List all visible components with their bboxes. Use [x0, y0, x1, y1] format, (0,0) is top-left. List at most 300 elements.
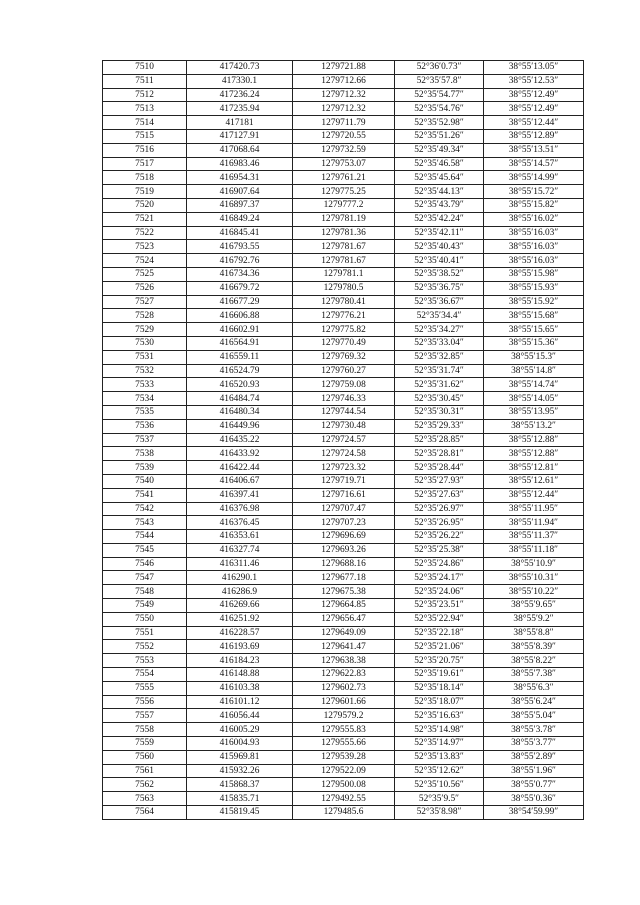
table-row	[103, 336, 584, 350]
latitude-cell: 52°35′46.58″	[395, 157, 484, 171]
longitude-cell: 38°55′2.89″	[484, 750, 584, 764]
y-coordinate-cell: 1279775.82	[293, 323, 395, 337]
longitude-cell: 38°55′12.61″	[484, 474, 584, 488]
latitude-cell: 52°35′27.93″	[395, 474, 484, 488]
longitude-cell: 38°55′15.82″	[484, 198, 584, 212]
y-coordinate-cell: 1279775.25	[293, 185, 395, 199]
table-row	[103, 626, 584, 640]
y-coordinate-cell: 1279746.33	[293, 392, 395, 406]
longitude-cell: 38°55′3.77″	[484, 737, 584, 751]
latitude-cell: 52°35′18.07″	[395, 695, 484, 709]
x-coordinate-cell: 415868.37	[187, 778, 293, 792]
latitude-cell: 52°35′14.98″	[395, 723, 484, 737]
y-coordinate-cell: 1279761.21	[293, 171, 395, 185]
longitude-cell: 38°55′12.49″	[484, 102, 584, 116]
latitude-cell: 52°35′49.34″	[395, 143, 484, 157]
table-row	[103, 516, 584, 530]
table-row	[103, 323, 584, 337]
point-number-cell: 7517	[103, 157, 187, 171]
x-coordinate-cell: 416602.91	[187, 323, 293, 337]
point-number-cell: 7552	[103, 640, 187, 654]
longitude-cell: 38°55′15.98″	[484, 267, 584, 281]
latitude-cell: 52°35′24.86″	[395, 557, 484, 571]
latitude-cell: 52°35′27.63″	[395, 488, 484, 502]
x-coordinate-cell: 416101.12	[187, 695, 293, 709]
y-coordinate-cell: 1279675.38	[293, 585, 395, 599]
x-coordinate-cell: 416793.55	[187, 240, 293, 254]
latitude-cell: 52°36′0.73″	[395, 61, 484, 75]
point-number-cell: 7536	[103, 419, 187, 433]
y-coordinate-cell: 1279781.19	[293, 212, 395, 226]
y-coordinate-cell: 1279781.67	[293, 240, 395, 254]
point-number-cell: 7524	[103, 254, 187, 268]
table-row	[103, 143, 584, 157]
x-coordinate-cell: 417068.64	[187, 143, 293, 157]
longitude-cell: 38°55′14.57″	[484, 157, 584, 171]
y-coordinate-cell: 1279707.47	[293, 502, 395, 516]
table-row	[103, 267, 584, 281]
y-coordinate-cell: 1279724.57	[293, 433, 395, 447]
latitude-cell: 52°35′31.74″	[395, 364, 484, 378]
table-row	[103, 364, 584, 378]
y-coordinate-cell: 1279753.07	[293, 157, 395, 171]
latitude-cell: 52°35′22.94″	[395, 612, 484, 626]
x-coordinate-cell: 416148.88	[187, 668, 293, 682]
table-row	[103, 778, 584, 792]
longitude-cell: 38°55′14.05″	[484, 392, 584, 406]
latitude-cell: 52°35′30.31″	[395, 405, 484, 419]
longitude-cell: 38°55′14.99″	[484, 171, 584, 185]
point-number-cell: 7540	[103, 474, 187, 488]
point-number-cell: 7520	[103, 198, 187, 212]
point-number-cell: 7564	[103, 806, 187, 820]
table-row	[103, 378, 584, 392]
x-coordinate-cell: 416103.38	[187, 681, 293, 695]
table-row	[103, 709, 584, 723]
y-coordinate-cell: 1279555.83	[293, 723, 395, 737]
x-coordinate-cell: 416433.92	[187, 447, 293, 461]
y-coordinate-cell: 1279539.28	[293, 750, 395, 764]
latitude-cell: 52°35′16.63″	[395, 709, 484, 723]
point-number-cell: 7549	[103, 599, 187, 613]
table-row	[103, 116, 584, 130]
table-row	[103, 806, 584, 820]
table-row	[103, 668, 584, 682]
longitude-cell: 38°55′10.22″	[484, 585, 584, 599]
latitude-cell: 52°35′23.51″	[395, 599, 484, 613]
y-coordinate-cell: 1279719.71	[293, 474, 395, 488]
longitude-cell: 38°55′3.78″	[484, 723, 584, 737]
point-number-cell: 7557	[103, 709, 187, 723]
y-coordinate-cell: 1279712.32	[293, 88, 395, 102]
latitude-cell: 52°35′28.44″	[395, 461, 484, 475]
y-coordinate-cell: 1279707.23	[293, 516, 395, 530]
point-number-cell: 7534	[103, 392, 187, 406]
y-coordinate-cell: 1279770.49	[293, 336, 395, 350]
table-row	[103, 750, 584, 764]
table-row	[103, 502, 584, 516]
x-coordinate-cell: 416524.79	[187, 364, 293, 378]
y-coordinate-cell: 1279641.47	[293, 640, 395, 654]
x-coordinate-cell: 416897.37	[187, 198, 293, 212]
table-row	[103, 405, 584, 419]
x-coordinate-cell: 416484.74	[187, 392, 293, 406]
y-coordinate-cell: 1279723.32	[293, 461, 395, 475]
table-row	[103, 599, 584, 613]
y-coordinate-cell: 1279721.88	[293, 61, 395, 75]
x-coordinate-cell: 416005.29	[187, 723, 293, 737]
latitude-cell: 52°35′13.83″	[395, 750, 484, 764]
longitude-cell: 38°55′16.03″	[484, 240, 584, 254]
longitude-cell: 38°55′10.9″	[484, 557, 584, 571]
y-coordinate-cell: 1279602.73	[293, 681, 395, 695]
y-coordinate-cell: 1279492.55	[293, 792, 395, 806]
point-number-cell: 7548	[103, 585, 187, 599]
longitude-cell: 38°55′12.88″	[484, 433, 584, 447]
longitude-cell: 38°55′13.95″	[484, 405, 584, 419]
table-row	[103, 612, 584, 626]
table-row	[103, 350, 584, 364]
x-coordinate-cell: 416606.88	[187, 309, 293, 323]
point-number-cell: 7558	[103, 723, 187, 737]
latitude-cell: 52°35′45.64″	[395, 171, 484, 185]
y-coordinate-cell: 1279500.08	[293, 778, 395, 792]
point-number-cell: 7518	[103, 171, 187, 185]
x-coordinate-cell: 417181	[187, 116, 293, 130]
point-number-cell: 7516	[103, 143, 187, 157]
latitude-cell: 52°35′25.38″	[395, 543, 484, 557]
point-number-cell: 7528	[103, 309, 187, 323]
point-number-cell: 7543	[103, 516, 187, 530]
y-coordinate-cell: 1279638.38	[293, 654, 395, 668]
longitude-cell: 38°55′10.31″	[484, 571, 584, 585]
point-number-cell: 7531	[103, 350, 187, 364]
y-coordinate-cell: 1279711.79	[293, 116, 395, 130]
point-number-cell: 7514	[103, 116, 187, 130]
point-number-cell: 7546	[103, 557, 187, 571]
latitude-cell: 52°35′40.43″	[395, 240, 484, 254]
y-coordinate-cell: 1279601.66	[293, 695, 395, 709]
longitude-cell: 38°55′16.03″	[484, 226, 584, 240]
x-coordinate-cell: 416677.29	[187, 295, 293, 309]
longitude-cell: 38°55′11.95″	[484, 502, 584, 516]
x-coordinate-cell: 417420.73	[187, 61, 293, 75]
latitude-cell: 52°35′28.81″	[395, 447, 484, 461]
x-coordinate-cell: 417236.24	[187, 88, 293, 102]
longitude-cell: 38°55′13.2″	[484, 419, 584, 433]
table-row	[103, 530, 584, 544]
point-number-cell: 7559	[103, 737, 187, 751]
point-number-cell: 7526	[103, 281, 187, 295]
latitude-cell: 52°35′42.11″	[395, 226, 484, 240]
point-number-cell: 7532	[103, 364, 187, 378]
point-number-cell: 7560	[103, 750, 187, 764]
point-number-cell: 7511	[103, 74, 187, 88]
table-row	[103, 419, 584, 433]
longitude-cell: 38°55′15.93″	[484, 281, 584, 295]
longitude-cell: 38°55′0.36″	[484, 792, 584, 806]
y-coordinate-cell: 1279649.09	[293, 626, 395, 640]
x-coordinate-cell: 415819.45	[187, 806, 293, 820]
y-coordinate-cell: 1279776.21	[293, 309, 395, 323]
x-coordinate-cell: 415932.26	[187, 764, 293, 778]
x-coordinate-cell: 416849.24	[187, 212, 293, 226]
x-coordinate-cell: 416954.31	[187, 171, 293, 185]
point-number-cell: 7521	[103, 212, 187, 226]
point-number-cell: 7537	[103, 433, 187, 447]
latitude-cell: 52°35′43.79″	[395, 198, 484, 212]
x-coordinate-cell: 416004.93	[187, 737, 293, 751]
point-number-cell: 7547	[103, 571, 187, 585]
y-coordinate-cell: 1279720.55	[293, 129, 395, 143]
y-coordinate-cell: 1279759.08	[293, 378, 395, 392]
table-row	[103, 723, 584, 737]
x-coordinate-cell: 416228.57	[187, 626, 293, 640]
table-row	[103, 226, 584, 240]
point-number-cell: 7512	[103, 88, 187, 102]
point-number-cell: 7523	[103, 240, 187, 254]
table-row	[103, 185, 584, 199]
longitude-cell: 38°55′6.24″	[484, 695, 584, 709]
longitude-cell: 38°55′8.39″	[484, 640, 584, 654]
latitude-cell: 52°35′34.27″	[395, 323, 484, 337]
y-coordinate-cell: 1279716.61	[293, 488, 395, 502]
y-coordinate-cell: 1279656.47	[293, 612, 395, 626]
x-coordinate-cell: 416286.9	[187, 585, 293, 599]
latitude-cell: 52°35′8.98″	[395, 806, 484, 820]
y-coordinate-cell: 1279664.85	[293, 599, 395, 613]
latitude-cell: 52°35′9.5″	[395, 792, 484, 806]
x-coordinate-cell: 416184.23	[187, 654, 293, 668]
latitude-cell: 52°35′42.24″	[395, 212, 484, 226]
y-coordinate-cell: 1279622.83	[293, 668, 395, 682]
latitude-cell: 52°35′12.62″	[395, 764, 484, 778]
latitude-cell: 52°35′34.4″	[395, 309, 484, 323]
latitude-cell: 52°35′30.45″	[395, 392, 484, 406]
table-row	[103, 295, 584, 309]
table-row	[103, 488, 584, 502]
point-number-cell: 7554	[103, 668, 187, 682]
x-coordinate-cell: 415835.71	[187, 792, 293, 806]
table-row	[103, 557, 584, 571]
point-number-cell: 7551	[103, 626, 187, 640]
x-coordinate-cell: 416397.41	[187, 488, 293, 502]
point-number-cell: 7515	[103, 129, 187, 143]
point-number-cell: 7562	[103, 778, 187, 792]
table-row	[103, 281, 584, 295]
y-coordinate-cell: 1279777.2	[293, 198, 395, 212]
point-number-cell: 7529	[103, 323, 187, 337]
latitude-cell: 52°35′51.26″	[395, 129, 484, 143]
point-number-cell: 7563	[103, 792, 187, 806]
x-coordinate-cell: 416983.46	[187, 157, 293, 171]
y-coordinate-cell: 1279730.48	[293, 419, 395, 433]
x-coordinate-cell: 416907.64	[187, 185, 293, 199]
latitude-cell: 52°35′54.76″	[395, 102, 484, 116]
y-coordinate-cell: 1279485.6	[293, 806, 395, 820]
longitude-cell: 38°55′15.68″	[484, 309, 584, 323]
y-coordinate-cell: 1279781.67	[293, 254, 395, 268]
longitude-cell: 38°55′12.44″	[484, 116, 584, 130]
longitude-cell: 38°55′13.05″	[484, 61, 584, 75]
point-number-cell: 7527	[103, 295, 187, 309]
point-number-cell: 7510	[103, 61, 187, 75]
x-coordinate-cell: 416376.45	[187, 516, 293, 530]
point-number-cell: 7530	[103, 336, 187, 350]
latitude-cell: 52°35′24.17″	[395, 571, 484, 585]
longitude-cell: 38°55′6.3″	[484, 681, 584, 695]
y-coordinate-cell: 1279693.26	[293, 543, 395, 557]
y-coordinate-cell: 1279760.27	[293, 364, 395, 378]
latitude-cell: 52°35′31.62″	[395, 378, 484, 392]
x-coordinate-cell: 416290.1	[187, 571, 293, 585]
table-row	[103, 157, 584, 171]
table-row	[103, 61, 584, 75]
y-coordinate-cell: 1279781.36	[293, 226, 395, 240]
latitude-cell: 52°35′18.14″	[395, 681, 484, 695]
latitude-cell: 52°35′44.13″	[395, 185, 484, 199]
point-number-cell: 7541	[103, 488, 187, 502]
y-coordinate-cell: 1279724.58	[293, 447, 395, 461]
y-coordinate-cell: 1279744.54	[293, 405, 395, 419]
x-coordinate-cell: 417127.91	[187, 129, 293, 143]
longitude-cell: 38°55′12.81″	[484, 461, 584, 475]
latitude-cell: 52°35′21.06″	[395, 640, 484, 654]
table-row	[103, 543, 584, 557]
x-coordinate-cell: 416564.91	[187, 336, 293, 350]
x-coordinate-cell: 416193.69	[187, 640, 293, 654]
x-coordinate-cell: 416251.92	[187, 612, 293, 626]
point-number-cell: 7550	[103, 612, 187, 626]
table-row	[103, 571, 584, 585]
table-row	[103, 681, 584, 695]
latitude-cell: 52°35′26.22″	[395, 530, 484, 544]
latitude-cell: 52°35′36.67″	[395, 295, 484, 309]
point-number-cell: 7544	[103, 530, 187, 544]
x-coordinate-cell: 416792.76	[187, 254, 293, 268]
table-row	[103, 171, 584, 185]
y-coordinate-cell: 1279555.66	[293, 737, 395, 751]
x-coordinate-cell: 416422.44	[187, 461, 293, 475]
longitude-cell: 38°55′16.02″	[484, 212, 584, 226]
point-number-cell: 7553	[103, 654, 187, 668]
longitude-cell: 38°55′0.77″	[484, 778, 584, 792]
longitude-cell: 38°55′8.22″	[484, 654, 584, 668]
longitude-cell: 38°55′9.2″	[484, 612, 584, 626]
y-coordinate-cell: 1279696.69	[293, 530, 395, 544]
longitude-cell: 38°55′15.72″	[484, 185, 584, 199]
table-row	[103, 102, 584, 116]
latitude-cell: 52°35′24.06″	[395, 585, 484, 599]
longitude-cell: 38°55′11.37″	[484, 530, 584, 544]
x-coordinate-cell: 417235.94	[187, 102, 293, 116]
latitude-cell: 52°35′36.75″	[395, 281, 484, 295]
y-coordinate-cell: 1279712.66	[293, 74, 395, 88]
table-row	[103, 447, 584, 461]
x-coordinate-cell: 416679.72	[187, 281, 293, 295]
latitude-cell: 52°35′20.75″	[395, 654, 484, 668]
longitude-cell: 38°55′12.88″	[484, 447, 584, 461]
longitude-cell: 38°55′14.8″	[484, 364, 584, 378]
latitude-cell: 52°35′22.18″	[395, 626, 484, 640]
latitude-cell: 52°35′57.8″	[395, 74, 484, 88]
table-row	[103, 212, 584, 226]
longitude-cell: 38°55′12.53″	[484, 74, 584, 88]
table-row	[103, 461, 584, 475]
table-row	[103, 240, 584, 254]
table-row	[103, 695, 584, 709]
table-row	[103, 392, 584, 406]
x-coordinate-cell: 416845.41	[187, 226, 293, 240]
table-row	[103, 474, 584, 488]
longitude-cell: 38°55′5.04″	[484, 709, 584, 723]
latitude-cell: 52°35′26.97″	[395, 502, 484, 516]
table-row	[103, 764, 584, 778]
x-coordinate-cell: 415969.81	[187, 750, 293, 764]
longitude-cell: 38°55′16.03″	[484, 254, 584, 268]
table-row	[103, 640, 584, 654]
coordinates-table-body	[103, 61, 584, 820]
longitude-cell: 38°55′14.74″	[484, 378, 584, 392]
x-coordinate-cell: 416056.44	[187, 709, 293, 723]
latitude-cell: 52°35′28.85″	[395, 433, 484, 447]
point-number-cell: 7556	[103, 695, 187, 709]
x-coordinate-cell: 416353.61	[187, 530, 293, 544]
table-row	[103, 792, 584, 806]
latitude-cell: 52°35′32.85″	[395, 350, 484, 364]
table-row	[103, 309, 584, 323]
point-number-cell: 7555	[103, 681, 187, 695]
latitude-cell: 52°35′19.61″	[395, 668, 484, 682]
table-row	[103, 129, 584, 143]
longitude-cell: 38°55′12.49″	[484, 88, 584, 102]
latitude-cell: 52°35′26.95″	[395, 516, 484, 530]
x-coordinate-cell: 416449.96	[187, 419, 293, 433]
y-coordinate-cell: 1279780.41	[293, 295, 395, 309]
y-coordinate-cell: 1279769.32	[293, 350, 395, 364]
table-row	[103, 198, 584, 212]
table-row	[103, 585, 584, 599]
longitude-cell: 38°55′15.3″	[484, 350, 584, 364]
longitude-cell: 38°55′8.8″	[484, 626, 584, 640]
y-coordinate-cell: 1279781.1	[293, 267, 395, 281]
x-coordinate-cell: 416480.34	[187, 405, 293, 419]
table-row	[103, 433, 584, 447]
x-coordinate-cell: 416520.93	[187, 378, 293, 392]
latitude-cell: 52°35′54.77″	[395, 88, 484, 102]
longitude-cell: 38°55′1.96″	[484, 764, 584, 778]
longitude-cell: 38°55′15.92″	[484, 295, 584, 309]
latitude-cell: 52°35′33.04″	[395, 336, 484, 350]
y-coordinate-cell: 1279712.32	[293, 102, 395, 116]
latitude-cell: 52°35′14.97″	[395, 737, 484, 751]
point-number-cell: 7545	[103, 543, 187, 557]
longitude-cell: 38°55′12.44″	[484, 488, 584, 502]
longitude-cell: 38°55′15.65″	[484, 323, 584, 337]
point-number-cell: 7561	[103, 764, 187, 778]
longitude-cell: 38°55′15.36″	[484, 336, 584, 350]
x-coordinate-cell: 416435.22	[187, 433, 293, 447]
y-coordinate-cell: 1279677.18	[293, 571, 395, 585]
latitude-cell: 52°35′52.98″	[395, 116, 484, 130]
point-number-cell: 7519	[103, 185, 187, 199]
y-coordinate-cell: 1279732.59	[293, 143, 395, 157]
point-number-cell: 7525	[103, 267, 187, 281]
latitude-cell: 52°35′40.41″	[395, 254, 484, 268]
longitude-cell: 38°55′9.65″	[484, 599, 584, 613]
longitude-cell: 38°55′13.51″	[484, 143, 584, 157]
x-coordinate-cell: 416559.11	[187, 350, 293, 364]
